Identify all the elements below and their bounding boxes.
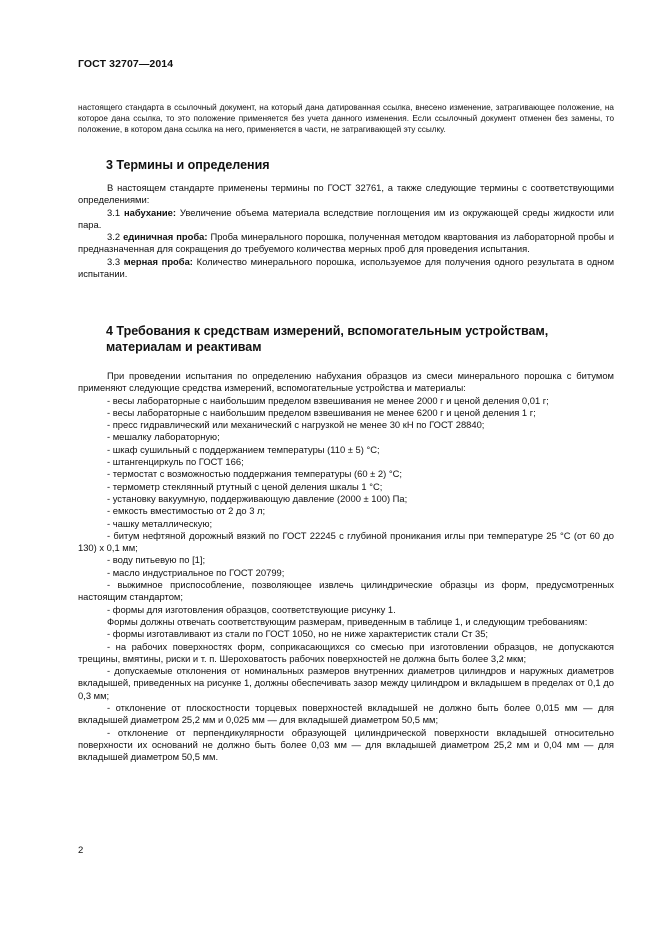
term-name: набухание: [123, 206, 177, 218]
intro-text: настоящего стандарта в ссылочный документ, на который дана датированная ссылка, внесено изменение, затрагивающее положение, на которое дана ссылка, то это положение применяется без учета данного изменения. Если ссылочный документ отменен без замены, то положение, в котором дана ссылка на него, применяется в части, не затрагивающей эту ссылку. [78, 103, 614, 134]
list-item: - термометр стеклянный ртутный с ценой деления шкалы 1 °С; [107, 480, 383, 492]
list-item: - воду питьевую по [1]; [107, 554, 206, 566]
term-number: 3.2 [107, 231, 121, 243]
list-item: - весы лабораторные с наибольшим пределом взвешивания не менее 2000 г и ценой деления 0,01 г; [107, 394, 549, 406]
list-item: - формы изготавливают из стали по ГОСТ 1050, но не ниже характеристик стали Ст 35; [107, 628, 489, 640]
section-4-body [78, 370, 614, 764]
list-item: - весы лабораторные с наибольшим пределом взвешивания не менее 6200 г и ценой деления 1 г; [107, 406, 536, 418]
list-item: - термостат с возможностью поддержания температуры (60 ± 2) °С; [107, 468, 402, 480]
term-number: 3.1 [107, 206, 121, 218]
term-3-1 [78, 207, 614, 232]
term-name: единичная проба: [123, 231, 208, 243]
list-item: - штангенциркуль по ГОСТ 166; [107, 456, 244, 468]
term-name: мерная проба: [123, 255, 193, 267]
list-item: - битум нефтяной дорожный вязкий по ГОСТ 22245 с глубиной проникания иглы при температуре 25 °С (от 60 до 130) х 0,1 мм; [78, 529, 614, 554]
section-4-lead: При проведении испытания по определению набухания образцов из смеси минерального порошка с битумом применяют следующие средства измерений, вспомогательные устройства и материалы: [78, 370, 614, 394]
list-item: - масло индустриальное по ГОСТ 20799; [107, 566, 285, 578]
forms-lead: Формы должны отвечать соответствующим размерам, приведенным в таблице 1, и следующим требованиям: [107, 615, 588, 627]
term-definition: Количество минерального порошка, используемое для получения одного результата в одном испытании. [78, 255, 615, 280]
intro-paragraph [78, 102, 614, 135]
term-number: 3.3 [107, 255, 121, 267]
list-item: - отклонение от перпендикулярности образующей цилиндрической поверхности вкладышей относительно поверхности их оснований не должно быть более 0,03 мм — для вкладышей диаметром 25,2 мм и 0,04 мм — для вкладышей диаметром 50,5 мм. [78, 726, 614, 763]
term-definition: Увеличение объема материала вследствие поглощения им из окружающей среды жидкости или пара. [78, 206, 614, 230]
list-item: - на рабочих поверхностях форм, соприкасающихся со смесью при изготовлении образцов, не допускаются трещины, вмятины, риски и т. п. Шероховатость рабочих поверхностей не должна быть более 3,2 мкм; [78, 640, 614, 664]
list-item: - мешалку лабораторную; [107, 431, 220, 443]
list-item: - допускаемые отклонения от номинальных размеров внутренних диаметров цилиндров и наружных диаметров вкладышей, приведенных на рисунке 1, должны обеспечивать зазор между цилиндром и вкладышем в пределах от 0,1 до 0,3 мм; [78, 665, 614, 701]
section-4-title: 4 Требования к средствам измерений, вспомогательным устройствам, материалам и реактивам [106, 324, 549, 354]
list-item: - отклонение от плоскостности торцевых поверхностей вкладышей не должно быть более 0,015 мм — для вкладышей диаметром 25,2 мм и 0,025 мм — для вкладышей диаметром 50,5 мм; [78, 702, 614, 726]
list-item: - шкаф сушильный с поддержанием температуры (110 ± 5) °С; [107, 443, 380, 455]
document-code-header: ГОСТ 32707—2014 [78, 58, 174, 70]
list-item: - пресс гидравлический или механический с нагрузкой не менее 30 кН по ГОСТ 28840; [107, 419, 485, 431]
section-3-title: 3 Термины и определения [106, 158, 270, 172]
term-3-3 [78, 256, 614, 281]
list-item: - установку вакуумную, поддерживающую давление (2000 ± 100) Па; [107, 492, 408, 504]
term-definition: Проба минерального порошка, полученная методом квартования из лабораторной пробы и предназначенная для сокращения до требуемого количества мерных проб для проведения испытания. [78, 231, 615, 255]
section-3-lead: В настоящем стандарте применены термины по ГОСТ 32761, а также следующие термины с соответствующими определениями: [78, 182, 614, 206]
term-3-2 [78, 231, 614, 256]
list-item: - выжимное приспособление, позволяющее извлечь цилиндрические образцы из форм, предусмотренных настоящим стандартом; [78, 579, 614, 603]
list-item: - формы для изготовления образцов, соответствующие рисунку 1. [107, 603, 396, 615]
list-item: - емкость вместимостью от 2 до 3 л; [107, 505, 266, 517]
page-number: 2 [78, 845, 84, 856]
list-item: - чашку металлическую; [107, 517, 213, 529]
section-3-body [78, 182, 614, 280]
